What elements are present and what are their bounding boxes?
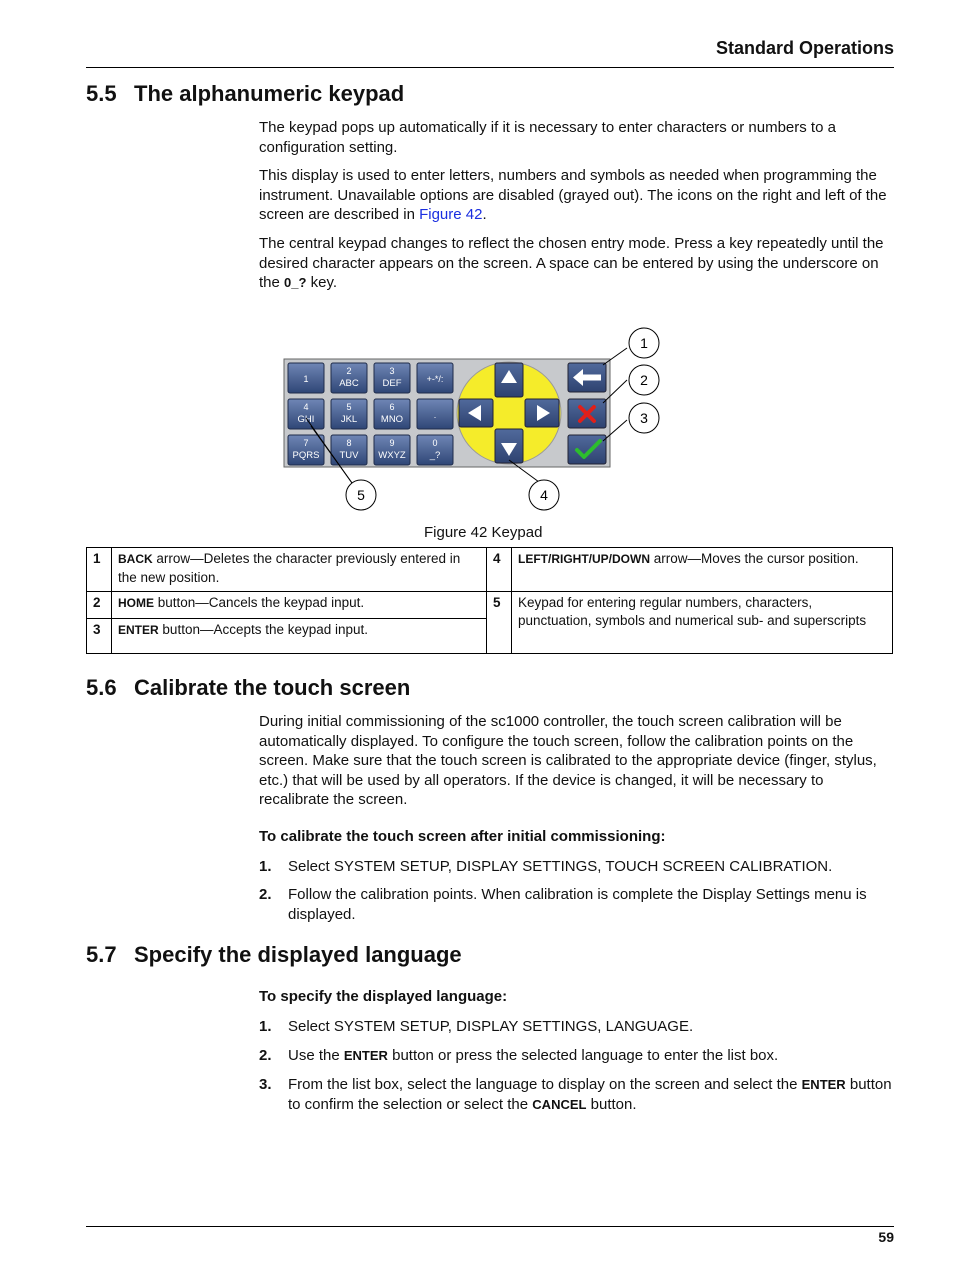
list-item <box>259 857 895 877</box>
procedure-heading: To specify the displayed language: <box>259 988 508 1005</box>
key-label: +-*/: <box>426 374 444 384</box>
step-text <box>288 1046 895 1066</box>
legend-text <box>112 548 487 592</box>
direction-pad-center <box>495 399 523 427</box>
text: button or press the selected language to enter the list box. <box>387 1047 779 1064</box>
keypad-key[interactable] <box>374 399 410 429</box>
key-name: 0_? <box>284 275 307 290</box>
key-label: 6 <box>389 402 395 412</box>
procedure-heading: To calibrate the touch screen after initial commissioning: <box>259 828 666 845</box>
keypad-key[interactable] <box>288 363 324 393</box>
key-label: 8 <box>346 438 352 448</box>
key-label: 3 <box>389 366 395 376</box>
header-rule <box>86 67 894 68</box>
figure-caption: Figure 42 Keypad <box>424 524 543 541</box>
list-item <box>259 885 895 924</box>
figure-legend-table <box>86 547 893 654</box>
keypad-key[interactable] <box>288 399 324 429</box>
key-name: ENTER <box>801 1077 846 1092</box>
keypad-key[interactable] <box>417 363 453 393</box>
section-title: The alphanumeric keypad <box>134 81 405 106</box>
keypad-key[interactable] <box>331 399 367 429</box>
key-sublabel: PQRS <box>292 450 320 461</box>
text: arrow—Moves the cursor position. <box>650 551 859 566</box>
paragraph <box>259 166 895 225</box>
step-number: 1. <box>259 858 272 875</box>
key-sublabel: _? <box>429 450 441 461</box>
home-cancel-button[interactable] <box>568 399 606 428</box>
text: The central keypad changes to reflect the chosen entry mode. Press a key repeatedly until the desired character appears on the screen. A space can be entered by using the underscore on the <box>259 235 884 291</box>
callout-3 <box>629 403 659 433</box>
table-row <box>87 592 893 619</box>
section-heading-5-5 <box>86 81 404 107</box>
list-item <box>259 1075 895 1114</box>
key-label: . <box>433 410 437 420</box>
running-header: Standard Operations <box>715 38 894 58</box>
key-name: LEFT/RIGHT/UP/DOWN <box>518 552 650 566</box>
legend-number: 4 <box>487 548 512 592</box>
key-label: 2 <box>346 366 352 376</box>
left-arrow-button[interactable] <box>459 399 493 427</box>
key-name: CANCEL <box>532 1096 587 1112</box>
key-sublabel: JKL <box>340 414 358 425</box>
list-item <box>259 1046 895 1066</box>
text: arrow—Deletes the character previously entered in the new position. <box>118 551 461 585</box>
key-label: 7 <box>303 438 309 448</box>
step-text: Select SYSTEM SETUP, DISPLAY SETTINGS, TOUCH SCREEN CALIBRATION. <box>288 858 833 875</box>
step-number: 3. <box>259 1076 272 1093</box>
step-text: Select SYSTEM SETUP, DISPLAY SETTINGS, LANGUAGE. <box>288 1018 694 1035</box>
legend-number: 5 <box>487 592 512 654</box>
callout-5 <box>346 480 376 510</box>
key-name: BACK <box>118 552 153 566</box>
svg-text:4: 4 <box>540 487 548 503</box>
text: Use the <box>288 1047 344 1064</box>
section-heading-5-7 <box>86 942 462 968</box>
text: . <box>482 206 487 223</box>
key-sublabel: WXYZ <box>378 450 406 461</box>
key-name: ENTER <box>343 1048 388 1063</box>
svg-text:3: 3 <box>640 410 648 426</box>
key-sublabel: DEF <box>382 378 402 389</box>
key-name: ENTER <box>118 622 159 637</box>
text: button—Accepts the keypad input. <box>158 621 369 637</box>
section-title: Calibrate the touch screen <box>134 675 411 700</box>
right-arrow-button[interactable] <box>525 399 559 427</box>
keypad-key[interactable] <box>374 435 410 465</box>
down-arrow-button[interactable] <box>495 429 523 463</box>
legend-number: 1 <box>87 548 112 592</box>
legend-number: 3 <box>87 618 112 654</box>
text: button. <box>586 1095 637 1113</box>
keypad-key[interactable] <box>417 399 453 429</box>
keypad-key[interactable] <box>374 363 410 393</box>
legend-text <box>112 592 487 619</box>
callout-1 <box>629 328 659 358</box>
paragraph: During initial commissioning of the sc1000 controller, the touch screen calibration will be automatically displayed. To configure the touch screen, follow the calibration points on the screen. Make sure that the touch screen is calibrated to the appropriate device (finger, stylus, etc.) that will be used by all operators. If the device is changed, it will be necessary to recalibrate the screen. <box>259 713 877 808</box>
key-name: HOME <box>118 596 154 610</box>
text: From the list box, select the language to display on the screen and select the <box>288 1076 802 1093</box>
page-number: 59 <box>878 1229 894 1245</box>
svg-text:1: 1 <box>640 335 648 351</box>
section-number: 5.5 <box>86 81 117 106</box>
step-number: 2. <box>259 886 272 903</box>
up-arrow-button[interactable] <box>495 363 523 397</box>
back-button[interactable] <box>568 363 606 392</box>
callout-4 <box>529 480 559 510</box>
callout-2 <box>629 365 659 395</box>
key-sublabel: ABC <box>339 378 359 389</box>
legend-text <box>112 618 487 654</box>
key-label: 5 <box>346 402 352 412</box>
enter-button[interactable] <box>568 435 606 464</box>
paragraph: The keypad pops up automatically if it is necessary to enter characters or numbers to a configuration setting. <box>259 119 836 156</box>
key-label: 9 <box>389 438 395 448</box>
table-row <box>87 548 893 592</box>
step-text <box>288 1075 895 1114</box>
keypad-figure <box>270 320 670 520</box>
text: key. <box>306 274 338 291</box>
legend-number: 2 <box>87 592 112 619</box>
key-label: 1 <box>303 374 309 384</box>
key-sublabel: MNO <box>380 414 404 425</box>
step-number: 1. <box>259 1018 272 1035</box>
list-item <box>259 1017 895 1037</box>
footer-rule <box>86 1226 894 1227</box>
text: This display is used to enter letters, numbers and symbols as needed when programming the instrument. Unavailable options are disabled (grayed out). The icons on the right and left of the screen are described in <box>259 167 887 223</box>
keypad-key[interactable] <box>417 435 453 465</box>
keypad-key[interactable] <box>331 363 367 393</box>
key-label: 4 <box>303 402 309 412</box>
legend-text <box>512 548 893 592</box>
step-text: Follow the calibration points. When calibration is complete the Display Settings menu is displayed. <box>288 886 867 923</box>
key-sublabel: TUV <box>339 450 359 461</box>
figure-link[interactable]: Figure 42 <box>419 206 483 223</box>
section-title: Specify the displayed language <box>134 942 462 967</box>
callout-leader <box>603 348 627 365</box>
svg-text:2: 2 <box>640 372 648 388</box>
keypad-key[interactable] <box>288 435 324 465</box>
text: button to confirm the selection or select the <box>288 1076 892 1113</box>
legend-text: Keypad for entering regular numbers, characters, punctuation, symbols and numerical sub- and superscripts <box>512 592 893 654</box>
paragraph <box>259 234 895 293</box>
key-label: 0 <box>432 438 438 448</box>
svg-text:5: 5 <box>357 487 365 503</box>
section-heading-5-6 <box>86 675 410 701</box>
step-number: 2. <box>259 1047 272 1064</box>
text: button—Cancels the keypad input. <box>154 595 365 610</box>
key-sublabel: GHI <box>297 414 315 425</box>
section-number: 5.7 <box>86 942 117 967</box>
section-number: 5.6 <box>86 675 117 700</box>
